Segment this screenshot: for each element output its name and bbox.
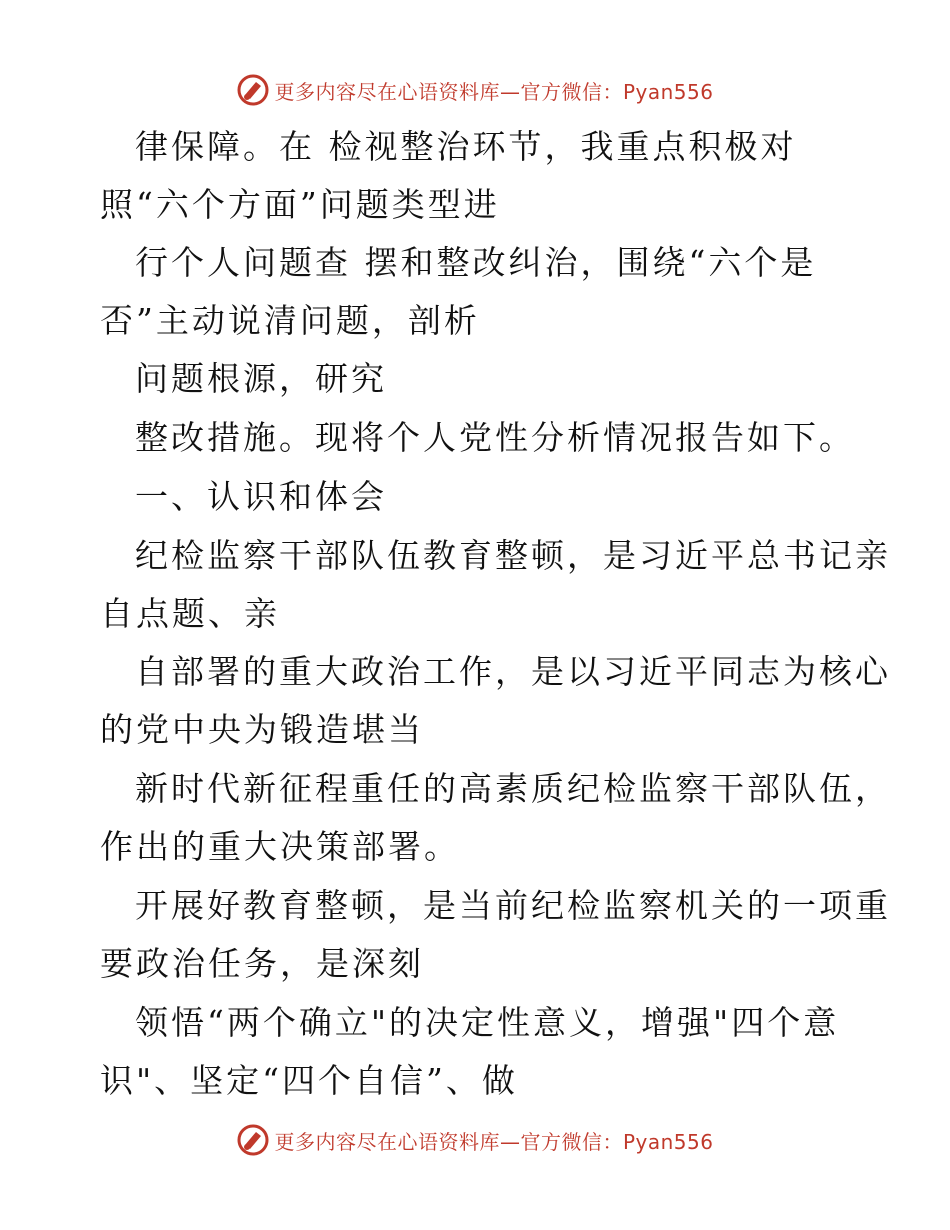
- body-line: 否”主动说清问题，剖析: [100, 301, 480, 340]
- body-line: 照“六个方面”问题类型进: [100, 185, 500, 224]
- body-line: 作出的重大决策部署。: [100, 827, 460, 866]
- body-line: 自点题、亲: [100, 594, 280, 633]
- body-line: 开展好教育整顿，是当前纪检监察机关的一项重: [135, 886, 891, 925]
- body-line: 要政治任务，是深刻: [100, 944, 424, 983]
- header-watermark: [0, 70, 950, 110]
- section-heading: 一、认识和体会: [135, 477, 387, 516]
- body-line: 问题根源，研究: [135, 359, 387, 398]
- watermark-text: 更多内容尽在心语资料库—官方微信：Pyan556: [274, 1129, 714, 1154]
- body-line: 自部署的重大政治工作，是以习近平同志为核心: [135, 652, 891, 691]
- body-line: 领悟“两个确立"的决定性意义，增强"四个意: [135, 1003, 840, 1042]
- body-line: 行个人问题查 摆和整改纠治，围绕“六个是: [135, 243, 817, 282]
- body-line: 纪检监察干部队伍教育整顿，是习近平总书记亲: [135, 536, 891, 575]
- watermark-text: 更多内容尽在心语资料库—官方微信：Pyan556: [274, 79, 714, 104]
- body-line: 整改措施。现将个人党性分析情况报告如下。: [135, 418, 855, 457]
- brand-logo-icon: [236, 73, 270, 107]
- body-line: 的党中央为锻造堪当: [100, 710, 424, 749]
- brand-logo-icon: [236, 1123, 270, 1157]
- body-line: 新时代新征程重任的高素质纪检监察干部队伍，: [135, 769, 891, 808]
- footer-watermark: [0, 1120, 950, 1160]
- body-line: 识"、坚定“四个自信”、做: [100, 1061, 518, 1100]
- body-line: 律保障。在 检视整治环节，我重点积极对: [135, 127, 797, 166]
